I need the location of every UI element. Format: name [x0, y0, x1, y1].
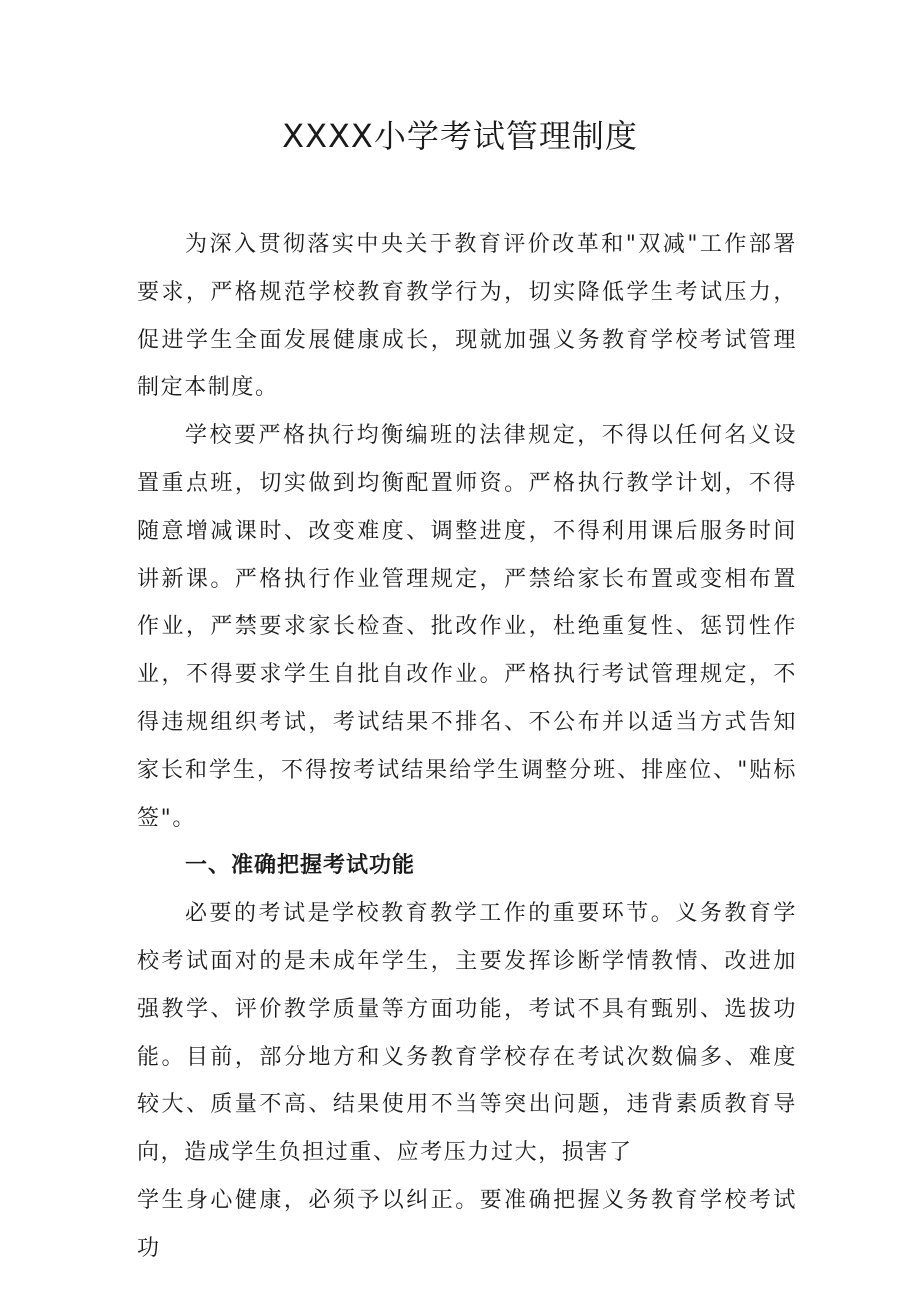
section-paragraph: 必要的考试是学校教育教学工作的重要环节。义务教育学校考试面对的是未成年学生，主要发挥诊断学情教情、改进加强教学、评价教学质量等方面功能，考试不具有甄别、选拔功能。目前，部分地方和义务教育学校存在考试次数偏多、难度较大、质量不高、结果使用不当等突出问题，违背素质教育导向，造成学生负担过重、应考压力过大，损害了: [137, 901, 797, 1166]
document-body: [137, 221, 797, 1273]
regulation-paragraph: 学校要严格执行均衡编班的法律规定，不得以任何名义设置重点班，切实做到均衡配置师资。严格执行教学计划，不得随意增减课时、改变难度、调整进度，不得利用课后服务时间讲新课。严格执行作业管理规定，严禁给家长布置或变相布置作业，严禁要求家长检查、批改作业，杜绝重复性、惩罚性作业，不得要求学生自批自改作业。严格执行考试管理规定，不得违规组织考试，考试结果不排名、不公布并以适当方式告知家长和学生，不得按考试结果给学生调整分班、排座位、"贴标签"。: [137, 423, 797, 831]
section-heading: 一、准确把握考试功能: [185, 853, 416, 879]
document-title: XXXX小学考试管理制度: [282, 117, 638, 155]
intro-paragraph: 为深入贯彻落实中央关于教育评价改革和"双减"工作部署要求，严格规范学校教育教学行为，切实降低学生考试压力，促进学生全面发展健康成长，现就加强义务教育学校考试管理制定本制度。: [137, 232, 797, 401]
section-paragraph-continued: 学生身心健康，必须予以纠正。要准确把握义务教育学校考试功: [137, 1187, 797, 1261]
